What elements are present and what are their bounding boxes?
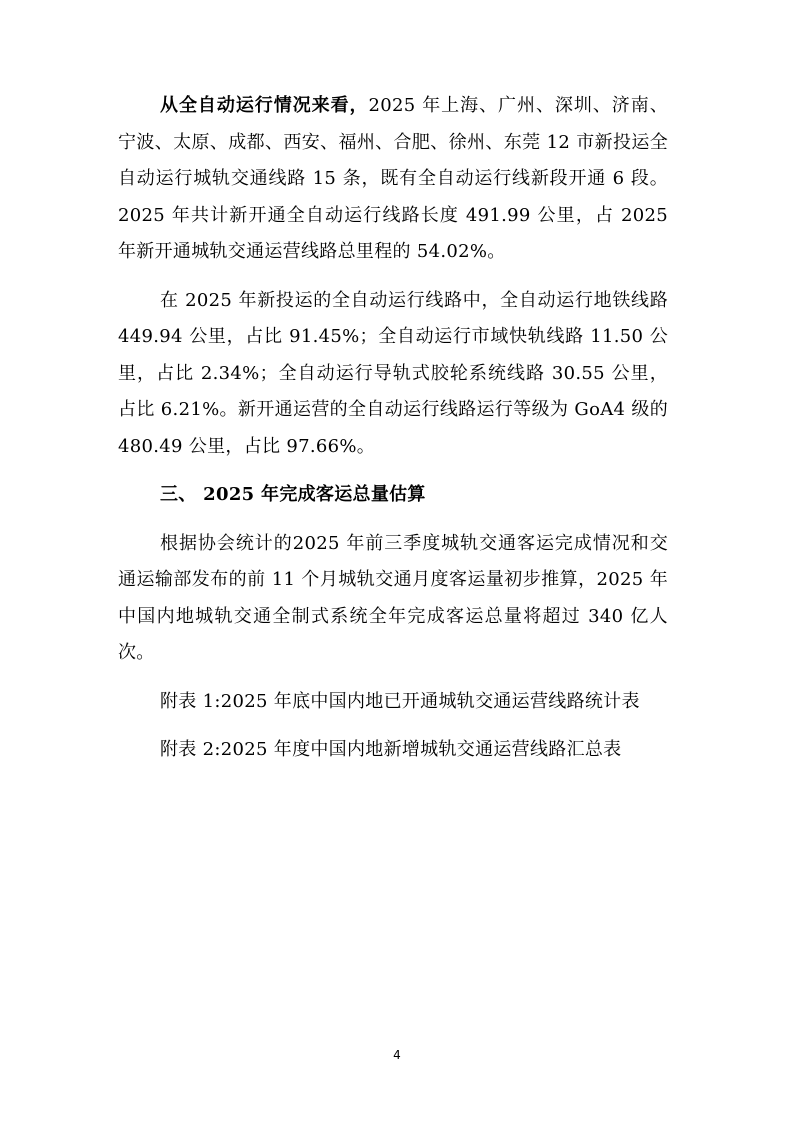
paragraph-lead-text: 从全自动运行情况来看， xyxy=(160,95,369,116)
paragraph-body-text: 2025 年上海、广州、深圳、济南、宁波、太原、成都、西安、福州、合肥、徐州、东莞 12 市新投运全自动运行城轨交通线路 15 条，既有全自动运行线新段开通 6 段。2025 年共计新开通全自动运行线路长度 491.99 公里，占 2025 年新开通城轨交通运营线路总里程的 54.02%。 xyxy=(118,95,668,262)
appendix-item-2: 附表 2:2025 年度中国内地新增城轨交通运营线路汇总表 xyxy=(160,739,622,760)
appendix-item-1: 附表 1:2025 年底中国内地已开通城轨交通运营线路统计表 xyxy=(160,690,640,712)
document-body xyxy=(118,88,668,769)
paragraph-full-automation-overview xyxy=(118,88,668,271)
paragraph-passenger-volume-estimate: 根据协会统计的2025 年前三季度城轨交通客运完成情况和交通运输部发布的前 11 个月城轨交通月度客运量初步推算，2025 年中国内地城轨交通全制式系统全年完成客运总量将超过 340 亿人次。 xyxy=(118,532,668,663)
section-heading: 三、 2025 年完成客运总量估算 xyxy=(160,484,426,505)
paragraph-full-automation-breakdown: 在 2025 年新投运的全自动运行线路中，全自动运行地铁线路 449.94 公里，占比 91.45%；全自动运行市域快轨线路 11.50 公里，占比 2.34%；全自动运行导轨式胶轮系统线路 30.55 公里，占比 6.21%。新开通运营的全自动运行线路运行等级为 GoA4 级的 480.49 公里，占比 97.66%。 xyxy=(118,289,668,457)
page-number: 4 xyxy=(393,1048,401,1062)
